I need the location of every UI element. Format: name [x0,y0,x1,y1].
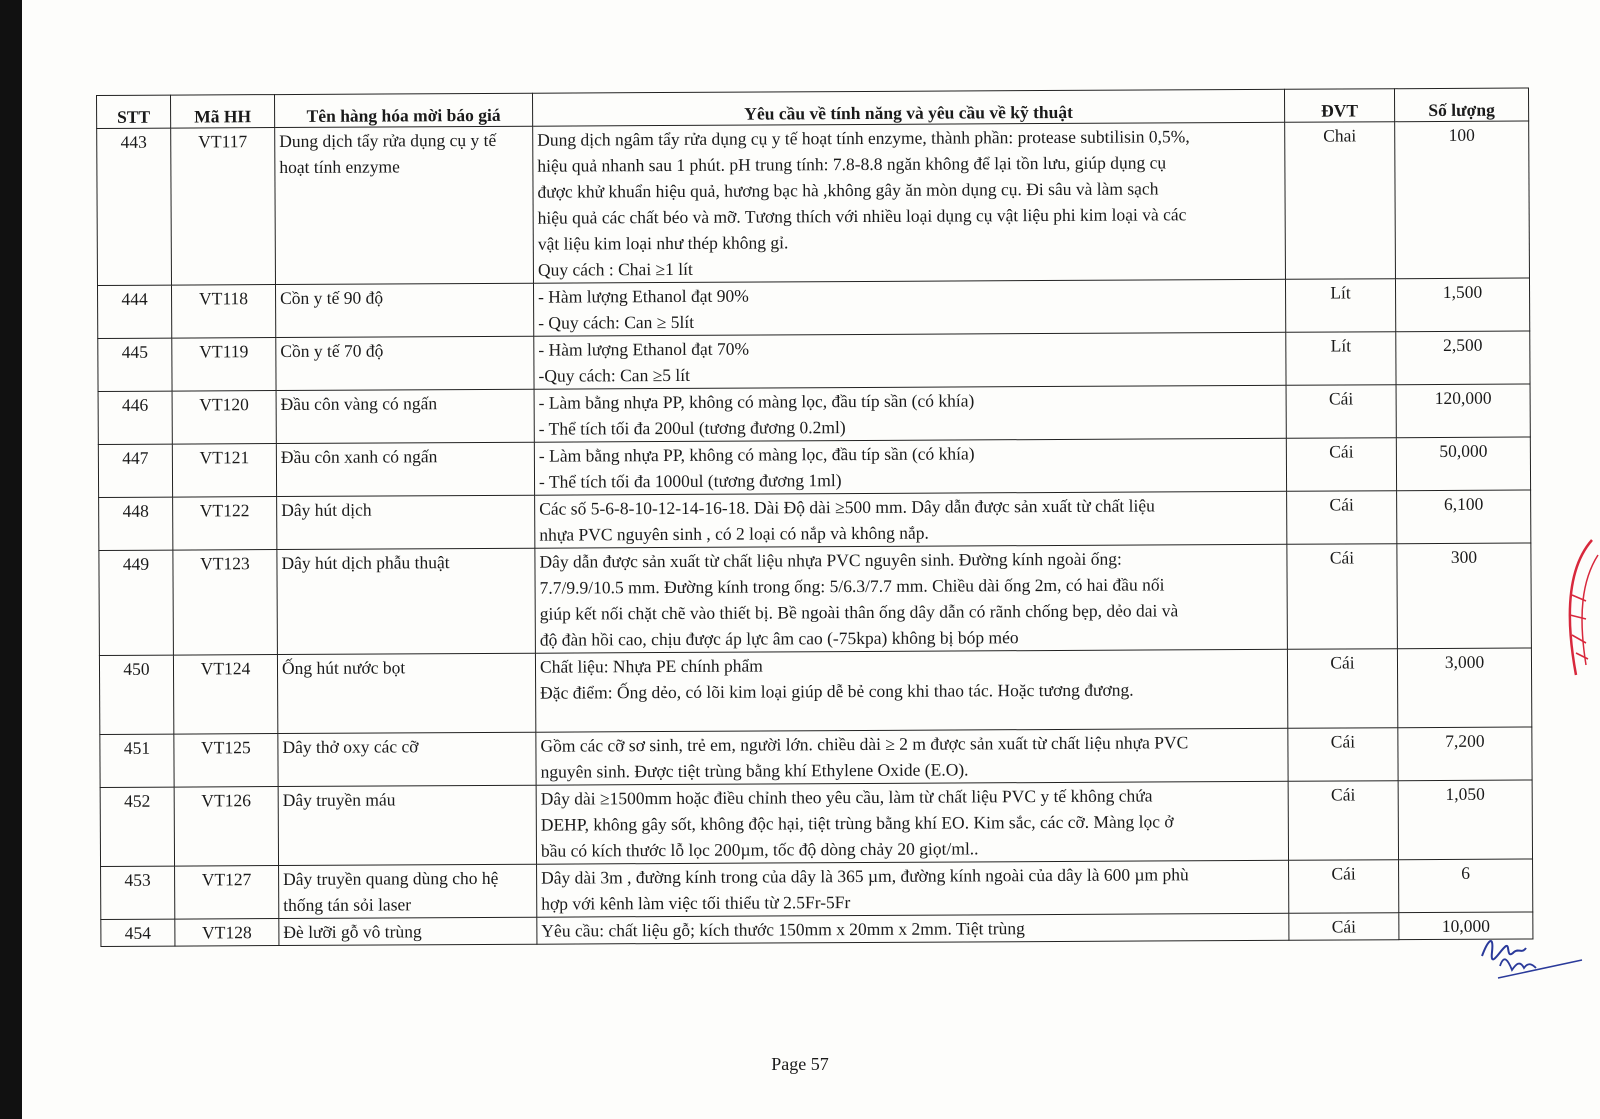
requirement-line: độ đàn hồi cao, chịu được áp lực âm cao (-75kpa) không bị bóp méo [539,627,1019,650]
cell-ten-hang-hoa: Dây truyền quang dùng cho hệ thống tán sỏi laser [279,864,537,918]
table-row [100,727,1532,787]
scan-edge [0,0,22,1119]
cell-ma-hh: VT128 [175,919,279,947]
requirement-line: - Hàm lượng Ethanol đạt 90% [538,285,749,307]
cell-ten-hang-hoa: Đè lưỡi gỗ vô trùng [279,917,537,945]
header-yeu-cau: Yêu cầu về tính năng và yêu cầu về kỹ thuật [532,89,1284,126]
cell-ma-hh: VT120 [172,391,276,445]
cell-stt: 443 [97,128,172,285]
requirement-line: Các số 5-6-8-10-12-14-16-18. Dài Độ dài ≥500 mm. Dây dẫn được sản xuất từ chất liệu [539,495,1155,519]
table-row [99,490,1531,550]
cell-so-luong: 100 [1395,121,1530,279]
table-row [100,780,1532,866]
cell-dvt: Cái [1287,649,1397,729]
cell-ma-hh: VT124 [173,655,277,735]
table-row [98,384,1530,444]
requirement-line: Dây dài ≥1500mm hoặc điều chỉnh theo yêu cầu, làm từ chất liệu PVC y tế không chứa [540,785,1153,809]
requirement-line: - Quy cách: Can ≥ 5lít [538,311,695,333]
signature-icon [1478,930,1588,990]
cell-ten-hang-hoa: Dung dịch tẩy rửa dụng cụ y tế hoạt tính enzyme [275,126,534,284]
cell-so-luong: 1,500 [1395,278,1529,332]
cell-dvt: Cái [1288,728,1398,782]
requirement-line: hiệu quả nhanh sau 1 phút. pH trung tính: 7.8-8.8 ngăn không để lại tồn lưu, giúp dụng cụ [537,152,1167,176]
cell-ten-hang-hoa: Đầu côn xanh có ngấn [276,442,534,496]
cell-yeu-cau [537,913,1289,944]
table-row [97,278,1529,338]
table-row [99,648,1531,734]
cell-yeu-cau [534,438,1286,495]
header-ten-hang-hoa: Tên hàng hóa mời báo giá [275,93,533,127]
header-stt: STT [97,95,171,128]
cell-dvt: Lít [1286,332,1396,386]
spec-table [96,87,1533,946]
cell-stt: 452 [100,787,174,866]
cell-yeu-cau [535,491,1287,548]
requirement-line: - Làm bằng nhựa PP, không có màng lọc, đầu típ sần (có khía) [538,390,975,413]
requirement-line: 7.7/9.9/10.5 mm. Đường kính trong ống: 5/6.3/7.7 mm. Chiều dài ống 2m, có hai đầu nối [539,574,1165,598]
requirement-line: Dung dịch ngâm tẩy rửa dụng cụ y tế hoạt tính enzyme, thành phần: protease subtilisin 0,5%, [537,126,1190,150]
table-row [98,437,1530,497]
header-ma-hh: Mã HH [171,95,275,129]
requirement-line: - Làm bằng nhựa PP, không có màng lọc, đầu típ sần (có khía) [538,443,975,466]
cell-so-luong: 300 [1397,543,1532,649]
cell-ma-hh: VT125 [174,734,278,788]
cell-ten-hang-hoa: Dây hút dịch [277,495,535,549]
cell-ma-hh: VT126 [174,787,278,867]
requirement-line: Quy cách : Chai ≥1 lít [537,258,693,280]
cell-so-luong: 1,050 [1398,780,1532,860]
cell-yeu-cau [535,544,1288,653]
cell-ten-hang-hoa: Đầu côn vàng có ngấn [276,389,534,443]
cell-dvt: Cái [1287,491,1397,545]
cell-ten-hang-hoa: Dây thở oxy các cỡ [278,732,536,786]
cell-ten-hang-hoa: Dây hút dịch phẫu thuật [277,548,536,654]
cell-dvt: Cái [1286,385,1396,439]
requirement-line: giúp kết nối chặt chẽ vào thiết bị. Bề ngoài thân ống dây dẫn có rãnh chống bẹp, dẻo dai và [539,600,1179,624]
cell-so-luong: 120,000 [1396,384,1530,438]
requirement-line: được khử khuẩn hiệu quả, hương bạc hà ,không gây ăn mòn dụng cụ. Đi sâu và làm sạch [537,178,1159,202]
cell-stt: 453 [101,866,175,919]
red-stamp-icon [1562,535,1600,685]
requirement-line: Gồm các cỡ sơ sinh, trẻ em, người lớn. chiều dài ≥ 2 m được sản xuất từ chất liệu nhựa PVC [540,732,1189,756]
requirement-line: DEHP, không gây sốt, không độc hại, tiệt trùng bằng khí EO. Kim sắc, các cỡ. Màng lọc ở [540,811,1174,835]
cell-stt: 448 [99,497,173,550]
cell-so-luong: 3,000 [1397,648,1531,728]
cell-yeu-cau [534,385,1286,442]
cell-ten-hang-hoa: Cồn y tế 70 độ [276,336,534,390]
cell-so-luong: 50,000 [1396,437,1530,491]
header-so-luong: Số lượng [1394,88,1528,122]
cell-yeu-cau [533,122,1286,283]
cell-stt: 449 [99,550,174,655]
requirement-line: hiệu quả các chất béo và mỡ. Tương thích với nhiều loại dụng cụ vật liệu phi kim loại và các [537,204,1187,228]
requirement-line: Chất liệu: Nhựa PE chính phẩm [539,655,763,677]
requirement-line: - Thể tích tối đa 200ul (tương đương 0.2ml) [538,417,846,439]
cell-dvt: Cái [1286,438,1396,492]
cell-ma-hh: VT117 [171,128,276,286]
requirement-line: - Thể tích tối đa 1000ul (tương đương 1ml) [538,470,842,492]
requirement-line: Dây dài 3m , đường kính trong của dây là 365 µm, đường kính ngoài của dây là 600 µm phù [541,864,1189,888]
cell-yeu-cau [536,781,1288,864]
table-row [97,121,1530,285]
cell-yeu-cau [533,279,1285,336]
cell-so-luong: 7,200 [1398,727,1532,781]
cell-stt: 445 [98,338,172,391]
page-number: Page 57 [771,1054,829,1074]
cell-dvt: Lít [1285,279,1395,333]
cell-dvt: Cái [1289,860,1399,914]
cell-so-luong: 6,100 [1397,490,1531,544]
cell-ma-hh: VT121 [172,444,276,498]
cell-yeu-cau [536,728,1288,785]
cell-ma-hh: VT119 [172,338,276,392]
cell-ma-hh: VT118 [171,285,275,339]
cell-yeu-cau [535,649,1287,732]
cell-yeu-cau [534,332,1286,389]
cell-stt: 454 [101,919,175,946]
cell-ten-hang-hoa: Ống hút nước bọt [277,653,535,733]
requirement-line: -Quy cách: Can ≥5 lít [538,364,691,386]
cell-stt: 447 [98,444,172,497]
requirement-line: nhựa PVC nguyên sinh , có 2 loại có nắp và không nắp. [539,522,929,545]
requirement-line: nguyên sinh. Được tiệt trùng bằng khí Ethylene Oxide (E.O). [540,759,969,782]
cell-stt: 450 [99,655,173,734]
cell-so-luong: 10,000 [1399,912,1533,940]
cell-ma-hh: VT123 [173,550,278,656]
cell-so-luong: 6 [1399,859,1533,913]
requirement-line: vật liệu kim loại như thép không gỉ. [537,232,789,254]
cell-ma-hh: VT122 [173,497,277,551]
cell-ma-hh: VT127 [175,866,279,920]
cell-so-luong: 2,500 [1396,331,1530,385]
requirement-line: bầu có kích thước lỗ lọc 200µm, tốc độ dòng chảy 20 giọt/ml.. [540,838,979,861]
table-row [98,331,1530,391]
requirement-line: hợp với kênh làm việc tối thiểu từ 2.5Fr-5Fr [541,892,851,914]
cell-dvt: Cái [1288,781,1398,861]
cell-dvt: Chai [1285,122,1396,280]
requirement-line: Yêu cầu: chất liệu gỗ; kích thước 150mm x 20mm x 2mm. Tiệt trùng [541,918,1025,941]
requirement-line: Dây dẫn được sản xuất từ chất liệu nhựa PVC nguyên sinh. Đường kính ngoài ống: [539,548,1122,572]
cell-stt: 446 [98,391,172,444]
table-row [99,543,1532,655]
table-row [101,859,1533,919]
cell-stt: 451 [100,734,174,787]
cell-ten-hang-hoa: Dây truyền máu [278,785,536,865]
cell-yeu-cau [537,860,1289,917]
cell-stt: 444 [97,285,171,338]
requirement-line [540,702,1283,732]
requirement-line: Đặc điểm: Ống dẻo, có lõi kim loại giúp dễ bẻ cong khi thao tác. Hoặc tương đương. [540,679,1134,703]
cell-ten-hang-hoa: Cồn y tế 90 độ [275,283,533,337]
header-dvt: ĐVT [1284,89,1394,123]
cell-dvt: Cái [1287,544,1398,650]
cell-dvt: Cái [1289,913,1399,941]
requirement-line: - Hàm lượng Ethanol đạt 70% [538,338,750,360]
